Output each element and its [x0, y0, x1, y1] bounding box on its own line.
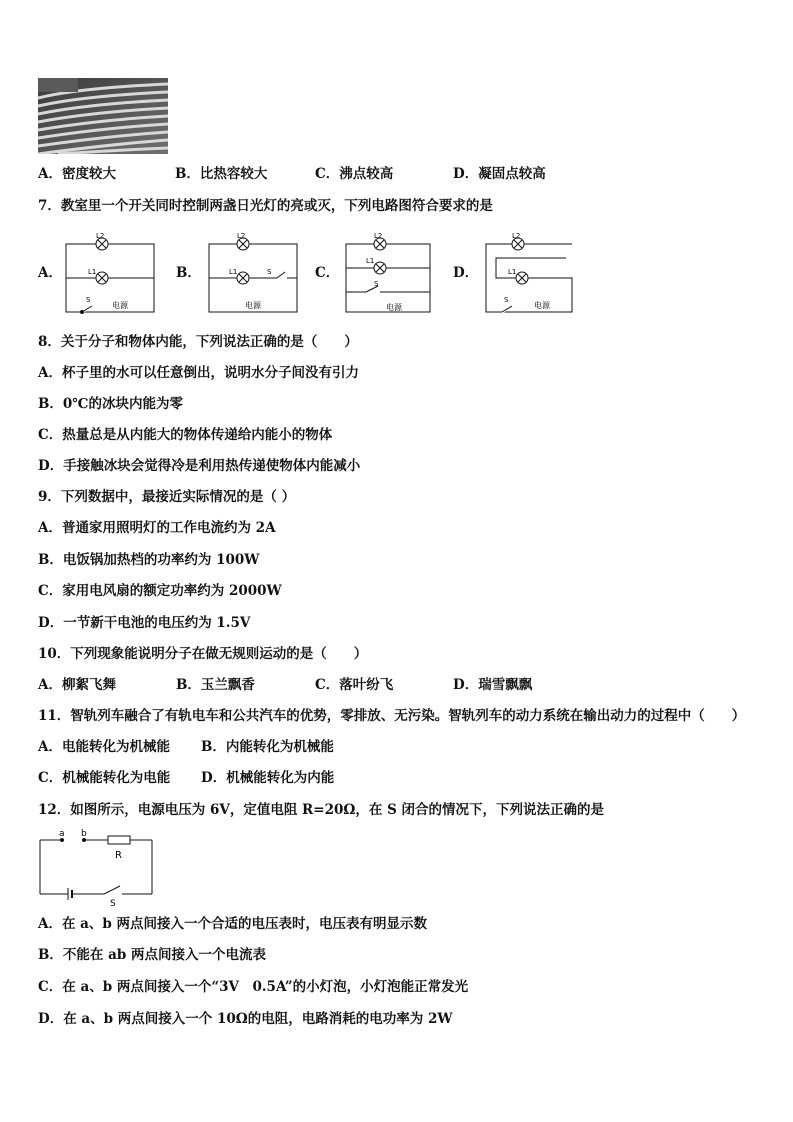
q6-option-b[interactable]: B．比热容较大 [175, 166, 268, 182]
q12-label-r: R [115, 850, 122, 861]
q10-option-d[interactable]: D．瑞雪飘飘 [453, 677, 533, 693]
q8-option-c[interactable]: C．热量总是从内能大的物体传递给内能小的物体 [38, 427, 333, 443]
q8-option-a[interactable]: A．杯子里的水可以任意倒出，说明水分子间没有引力 [38, 365, 359, 381]
q12-option-c[interactable]: C．在 a、b 两点间接入一个“3V 0.5A”的小灯泡，小灯泡能正常发光 [38, 979, 469, 995]
q12-label-s: S [110, 899, 116, 908]
q7-a-l1-label: L1 [88, 268, 97, 276]
q7-circuit-b [205, 230, 301, 316]
q10-option-c[interactable]: C．落叶纷飞 [315, 677, 394, 693]
q9-option-a[interactable]: A．普通家用照明灯的工作电流约为 2A [38, 520, 276, 536]
q12-option-d[interactable]: D．在 a、b 两点间接入一个 10Ω的电阻，电路消耗的电功率为 2W [38, 1011, 453, 1027]
q9-option-b[interactable]: B．电饭锅加热档的功率约为 100W [38, 552, 260, 568]
q7-a-l2-label: L2 [96, 232, 105, 240]
q7-b-s-label: S [267, 268, 272, 276]
q11-option-d[interactable]: D．机械能转化为内能 [201, 770, 335, 786]
q7-b-l2-label: L2 [237, 232, 246, 240]
q9-option-d[interactable]: D．一节新干电池的电压约为 1.5V [38, 615, 251, 631]
q12-option-a[interactable]: A．在 a、b 两点间接入一个合适的电压表时，电压表有明显示数 [38, 916, 428, 932]
q7-d-power-label: 电源 [534, 301, 550, 310]
q12-label-b: b [81, 829, 87, 839]
q7-d-l2-label: L2 [512, 232, 521, 240]
q12-option-b[interactable]: B．不能在 ab 两点间接入一个电流表 [38, 947, 266, 963]
q12-label-a: a [59, 829, 65, 839]
q7-d-s-label: S [504, 296, 509, 304]
q9-option-c[interactable]: C．家用电风扇的额定功率约为 2000W [38, 583, 282, 599]
q7-c-l1-label: L1 [366, 257, 375, 265]
q10-option-b[interactable]: B．玉兰飘香 [176, 677, 255, 693]
q7-stem: 7．教室里一个开关同时控制两盏日光灯的亮或灭，下列电路图符合要求的是 [38, 198, 493, 214]
q6-option-a[interactable]: A．密度较大 [38, 166, 116, 182]
q7-d-l1-label: L1 [508, 268, 517, 276]
q10-option-a[interactable]: A．柳絮飞舞 [38, 677, 116, 693]
q11-option-c[interactable]: C．机械能转化为电能 [38, 770, 171, 786]
q8-option-b[interactable]: B．0℃的冰块内能为零 [38, 396, 183, 412]
floor-heating-photo [38, 78, 168, 154]
q7-c-l2-label: L2 [374, 232, 383, 240]
q12-circuit [38, 828, 158, 908]
q7-b-l1-label: L1 [229, 268, 238, 276]
q7-a-s-label: S [86, 296, 91, 304]
q8-stem: 8．关于分子和物体内能，下列说法正确的是（ ） [38, 334, 358, 350]
q7-option-b[interactable]: B． [176, 265, 201, 281]
q6-option-d[interactable]: D．凝固点较高 [453, 166, 546, 182]
q12-stem: 12．如图所示，电源电压为 6V，定值电阻 R=20Ω，在 S 闭合的情况下，下列说法正确的是 [38, 802, 605, 818]
q7-option-c[interactable]: C． [315, 265, 340, 281]
q9-stem: 9．下列数据中，最接近实际情况的是（ ） [38, 489, 296, 505]
q7-circuit-c [342, 230, 438, 316]
q7-option-a[interactable]: A． [38, 265, 62, 281]
q7-b-power-label: 电源 [245, 301, 261, 310]
q7-circuit-d [480, 230, 580, 316]
q11-stem: 11．智轨列车融合了有轨电车和公共汽车的优势，零排放、无污染。智轨列车的动力系统在输出动力的过程中（ ） [38, 708, 746, 724]
q6-option-c[interactable]: C．沸点较高 [315, 166, 394, 182]
q7-c-power-label: 电源 [386, 303, 402, 312]
q11-option-a[interactable]: A．电能转化为机械能 [38, 739, 170, 755]
q11-option-b[interactable]: B．内能转化为机械能 [201, 739, 334, 755]
q7-a-power-label: 电源 [112, 301, 128, 310]
q8-option-d[interactable]: D．手接触冰块会觉得冷是利用热传递使物体内能减小 [38, 458, 361, 474]
q7-option-d[interactable]: D． [453, 265, 479, 281]
q7-c-s-label: S [374, 280, 379, 288]
q10-stem: 10．下列现象能说明分子在做无规则运动的是（ ） [38, 646, 368, 662]
q7-circuit-a [62, 230, 158, 316]
